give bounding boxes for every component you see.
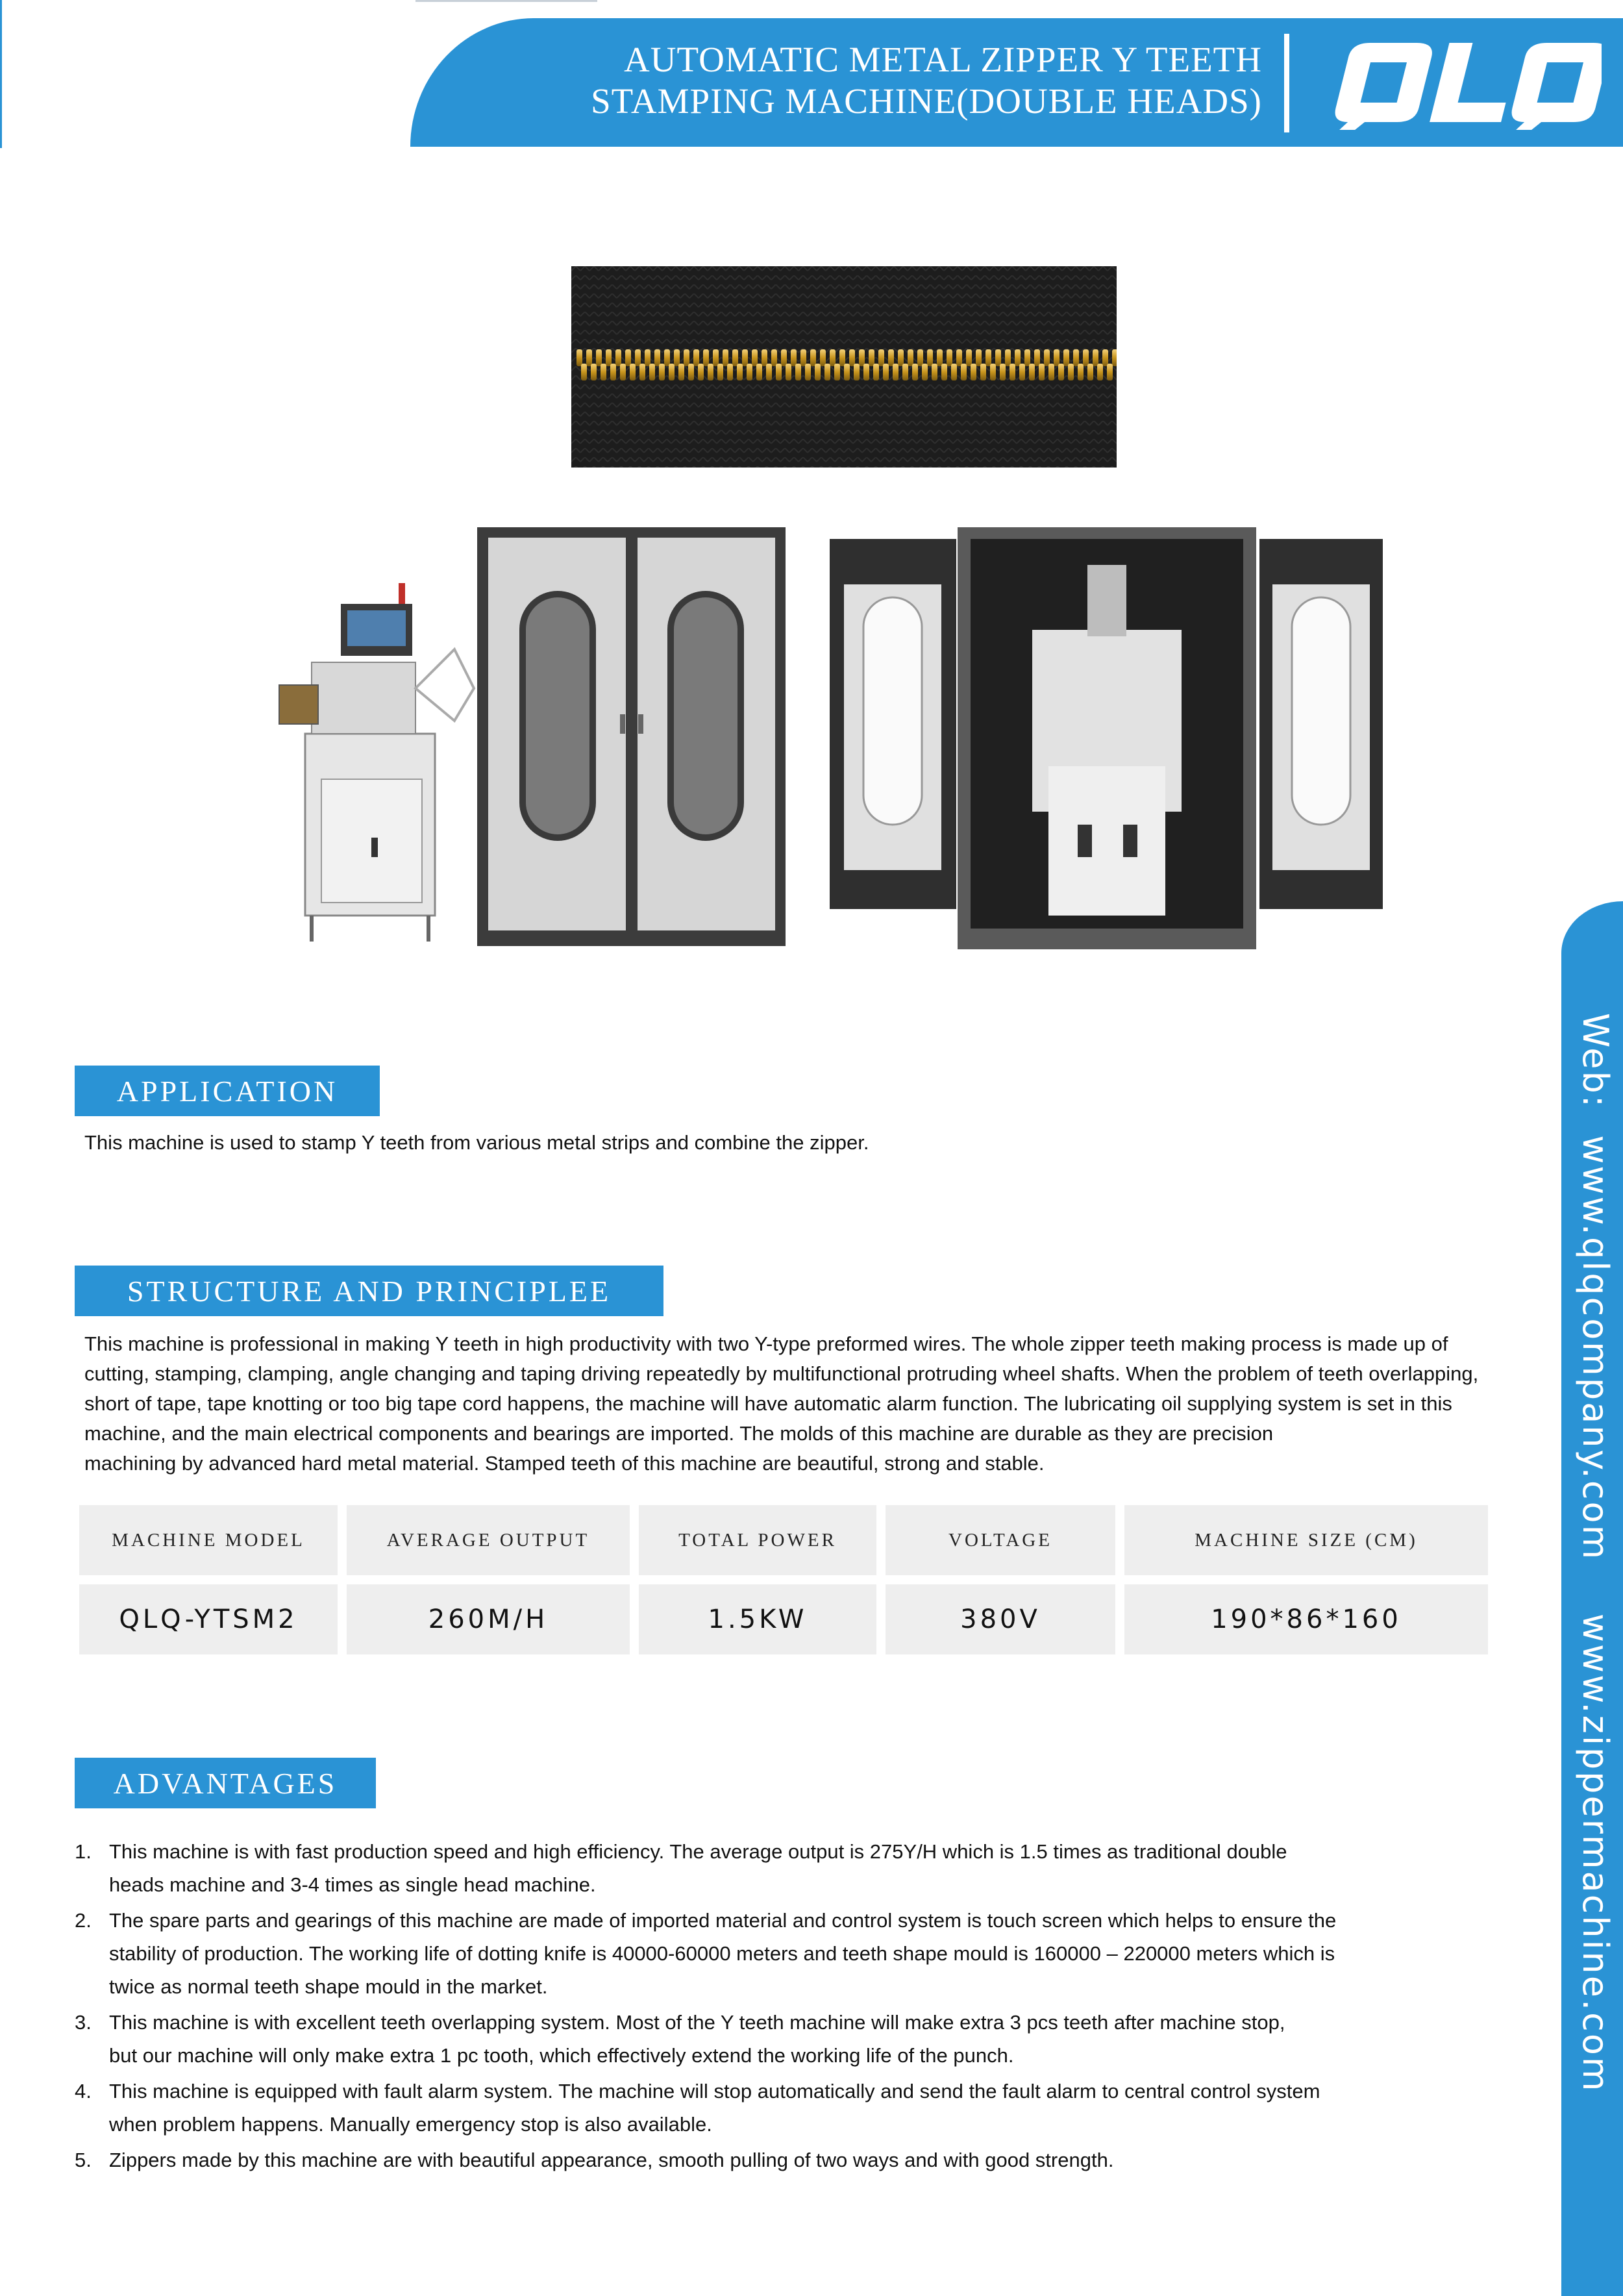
structure-line: machine, and the main electrical components and bearings are imported. The molds of this machine are durable as they are precision (84, 1422, 1274, 1445)
page-title (418, 39, 1262, 122)
structure-line: machining by advanced hard metal material. Stamped teeth of this machine are beautiful, strong and stable. (84, 1452, 1045, 1475)
zipper-tooth (932, 364, 937, 381)
zipper-tooth (824, 364, 830, 381)
title-line-2: STAMPING MACHINE(DOUBLE HEADS) (591, 81, 1262, 121)
zipper-tooth (781, 349, 787, 366)
zipper-tooth (645, 349, 650, 366)
zipper-tooth (625, 349, 631, 366)
zipper-tooth (752, 349, 758, 366)
list-item (75, 2006, 1490, 2072)
header-divider (1284, 34, 1289, 132)
zipper-tooth (596, 349, 602, 366)
zipper-tooth (883, 364, 889, 381)
zipper-tooth (976, 349, 982, 366)
header-cell-output: AVERAGE OUTPUT (347, 1505, 630, 1575)
zipper-tooth (1068, 364, 1074, 381)
item-number: 2. (75, 1909, 92, 1932)
zipper-tooth (937, 349, 943, 366)
open-cabinet (830, 527, 1383, 949)
zipper-tooth (1044, 349, 1050, 366)
zipper-tooth (635, 349, 641, 366)
closed-cabinet (477, 527, 786, 946)
zipper-tooth (1112, 349, 1117, 366)
zipper-tooth (947, 349, 952, 366)
zipper-tooth (776, 364, 782, 381)
zipper-tooth (747, 364, 752, 381)
structure-heading: STRUCTURE AND PRINCIPLEE (75, 1266, 663, 1316)
zipper-tooth (649, 364, 655, 381)
zipper-tooth (586, 349, 592, 366)
structure-line: This machine is professional in making Y teeth in high productivity with two Y-type preformed wires. The whole zipper teeth making process is made up of (84, 1332, 1448, 1355)
zipper-tooth (669, 364, 675, 381)
zipper-tooth (1058, 364, 1064, 381)
list-item (75, 1835, 1490, 1901)
zipper-tooth (1015, 349, 1021, 366)
zipper-tooth (805, 364, 811, 381)
zipper-tooth (1024, 349, 1030, 366)
zipper-tooth (869, 349, 874, 366)
zipper-tooth (654, 349, 660, 366)
zipper-tooth (698, 364, 704, 381)
list-item (75, 2075, 1490, 2141)
header-cell-model: MACHINE MODEL (79, 1505, 338, 1575)
zipper-tooth (688, 364, 694, 381)
zipper-product-photo (571, 266, 1117, 468)
zipper-tooth (995, 349, 1001, 366)
zipper-tooth (1083, 349, 1089, 366)
page-header (410, 18, 1623, 147)
structure-text (84, 1329, 1506, 1479)
zipper-tooth (771, 349, 777, 366)
zipper-tooth (1000, 364, 1006, 381)
value-cell-voltage: 380V (886, 1584, 1115, 1654)
zipper-tooth (620, 364, 626, 381)
zipper-tooth (615, 349, 621, 366)
zipper-tooth (791, 349, 797, 366)
zipper-tooth (844, 364, 850, 381)
zipper-tooth (693, 349, 699, 366)
zipper-tooth (898, 349, 904, 366)
zipper-tooth (732, 349, 738, 366)
zipper-tooth (581, 364, 587, 381)
zipper-tooth (956, 349, 962, 366)
zipper-tooth (854, 364, 860, 381)
zipper-tooth (762, 349, 767, 366)
zipper-tooth (820, 349, 826, 366)
header-cell-power: TOTAL POWER (639, 1505, 876, 1575)
header-cell-voltage: VOLTAGE (886, 1505, 1115, 1575)
zipper-tooth (1054, 349, 1059, 366)
machine-photos (260, 519, 1389, 955)
zipper-tooth (1048, 364, 1054, 381)
zipper-tooth (678, 364, 684, 381)
zipper-tooth (815, 364, 821, 381)
application-heading: APPLICATION (75, 1066, 380, 1116)
zipper-tooth (727, 364, 733, 381)
item-line: twice as normal teeth shape mould in the market. (109, 1975, 548, 1998)
zipper-tooth (985, 349, 991, 366)
zipper-tooth (1034, 349, 1040, 366)
zipper-tooth (717, 364, 723, 381)
zipper-tooth (756, 364, 762, 381)
zipper-tooth (684, 349, 689, 366)
zipper-tooth (878, 349, 884, 366)
zipper-tooth (1097, 364, 1103, 381)
structure-line: short of tape, tape knotting or too big tape cord happens, the machine will have automatic alarm function. The lubricating oil supplying system is set in this (84, 1392, 1452, 1415)
zipper-tooth (917, 349, 923, 366)
zipper-tooth (922, 364, 928, 381)
zipper-tooth (1005, 349, 1011, 366)
zipper-tooth (610, 364, 616, 381)
zipper-tooth (971, 364, 976, 381)
zipper-tooth (1073, 349, 1079, 366)
value-cell-output: 260M/H (347, 1584, 630, 1654)
zipper-tooth (980, 364, 986, 381)
zipper-tooth (606, 349, 612, 366)
zipper-tooth (834, 364, 840, 381)
zipper-tooth (674, 349, 680, 366)
zipper-tooth (941, 364, 947, 381)
zipper-tooth (839, 349, 845, 366)
zipper-tooth (927, 349, 933, 366)
zipper-tooth (795, 364, 801, 381)
zipper-tooth (708, 364, 713, 381)
item-line: heads machine and 3-4 times as single head machine. (109, 1873, 596, 1896)
item-line: Zippers made by this machine are with beautiful appearance, smooth pulling of two ways and with good strength. (109, 2149, 1114, 2171)
zipper-tooth (990, 364, 996, 381)
item-line: but our machine will only make extra 1 pc tooth, which effectively extend the working life of the punch. (109, 2044, 1014, 2067)
advantages-heading: ADVANTAGES (75, 1758, 376, 1808)
value-cell-model: QLQ-YTSM2 (79, 1584, 338, 1654)
zipper-tooth (1093, 349, 1098, 366)
zipper-tooth (766, 364, 772, 381)
zipper-tooth (912, 364, 918, 381)
item-line: This machine is with fast production speed and high efficiency. The average output is 275Y/H which is 1.5 times as traditional double (109, 1840, 1287, 1863)
list-item (75, 2143, 1490, 2177)
item-line: stability of production. The working life of dotting knife is 40000-60000 meters and teeth shape mould is 160000 – 220000 meters which is (109, 1942, 1335, 1965)
zipper-tooth (902, 364, 908, 381)
web-address-text: Web: www.qlqcompany.com www.zippermachine.com (1575, 1013, 1616, 2093)
zipper-tooth (859, 349, 865, 366)
zipper-tooth (664, 349, 670, 366)
zipper-tooth (1087, 364, 1093, 381)
zipper-tooth (630, 364, 636, 381)
left-edge-line (0, 0, 2, 148)
zipper-tooth (1019, 364, 1025, 381)
item-line: The spare parts and gearings of this machine are made of imported material and control system is touch screen which helps to ensure the (109, 1909, 1337, 1932)
item-line: This machine is equipped with fault alarm system. The machine will stop automatically and send the fault alarm to central control system (109, 2080, 1320, 2103)
zipper-tooth (737, 364, 743, 381)
zipper-tooth (713, 349, 719, 366)
zipper-tooth (703, 349, 709, 366)
zipper-tooth (576, 349, 582, 366)
zipper-tooth (800, 349, 806, 366)
zipper-tooth (659, 364, 665, 381)
qlq-logo (1316, 31, 1602, 135)
zipper-tooth (908, 349, 913, 366)
zipper-tooth (951, 364, 957, 381)
value-cell-size: 190*86*160 (1124, 1584, 1488, 1654)
zipper-tooth (1039, 364, 1045, 381)
title-line-1: AUTOMATIC METAL ZIPPER Y TEETH (624, 40, 1262, 79)
zipper-tooth (810, 349, 816, 366)
control-unit (279, 583, 474, 942)
application-text: This machine is used to stamp Y teeth from various metal strips and combine the zipper. (84, 1131, 869, 1154)
zipper-tooth (966, 349, 972, 366)
item-line: when problem happens. Manually emergency stop is also available. (109, 2113, 712, 2136)
zipper-tooth (742, 349, 748, 366)
top-divider-line (415, 0, 597, 2)
zipper-tooth (1102, 349, 1108, 366)
zipper-tooth (639, 364, 645, 381)
header-cell-size: MACHINE SIZE (CM) (1124, 1505, 1488, 1575)
list-item (75, 1904, 1490, 2003)
item-line: This machine is with excellent teeth overlapping system. Most of the Y teeth machine will make extra 3 pcs teeth after machine stop, (109, 2011, 1285, 2034)
zipper-tooth (1063, 349, 1069, 366)
item-number: 3. (75, 2011, 92, 2034)
zipper-tooth (1107, 364, 1113, 381)
zipper-tooth (830, 349, 836, 366)
zipper-tooth (893, 364, 898, 381)
zipper-tooth (1078, 364, 1084, 381)
item-number: 5. (75, 2149, 92, 2171)
zipper-tooth (849, 349, 855, 366)
advantages-list (75, 1835, 1490, 2179)
value-cell-power: 1.5KW (639, 1584, 876, 1654)
zipper-tooth (591, 364, 597, 381)
item-number: 1. (75, 1840, 92, 1863)
zipper-tooth (601, 364, 606, 381)
zipper-tooth (873, 364, 879, 381)
structure-line: cutting, stamping, clamping, angle changing and taping driving repeatedly by multifunctional protruding wheel shafts. When the problem of teeth overlapping, (84, 1362, 1479, 1385)
zipper-tooth (1010, 364, 1015, 381)
zipper-tooth (786, 364, 791, 381)
zipper-tooth (863, 364, 869, 381)
item-number: 4. (75, 2080, 92, 2103)
zipper-tooth (888, 349, 894, 366)
zipper-tooth (1029, 364, 1035, 381)
zipper-tooth (961, 364, 967, 381)
zipper-tooth (723, 349, 728, 366)
